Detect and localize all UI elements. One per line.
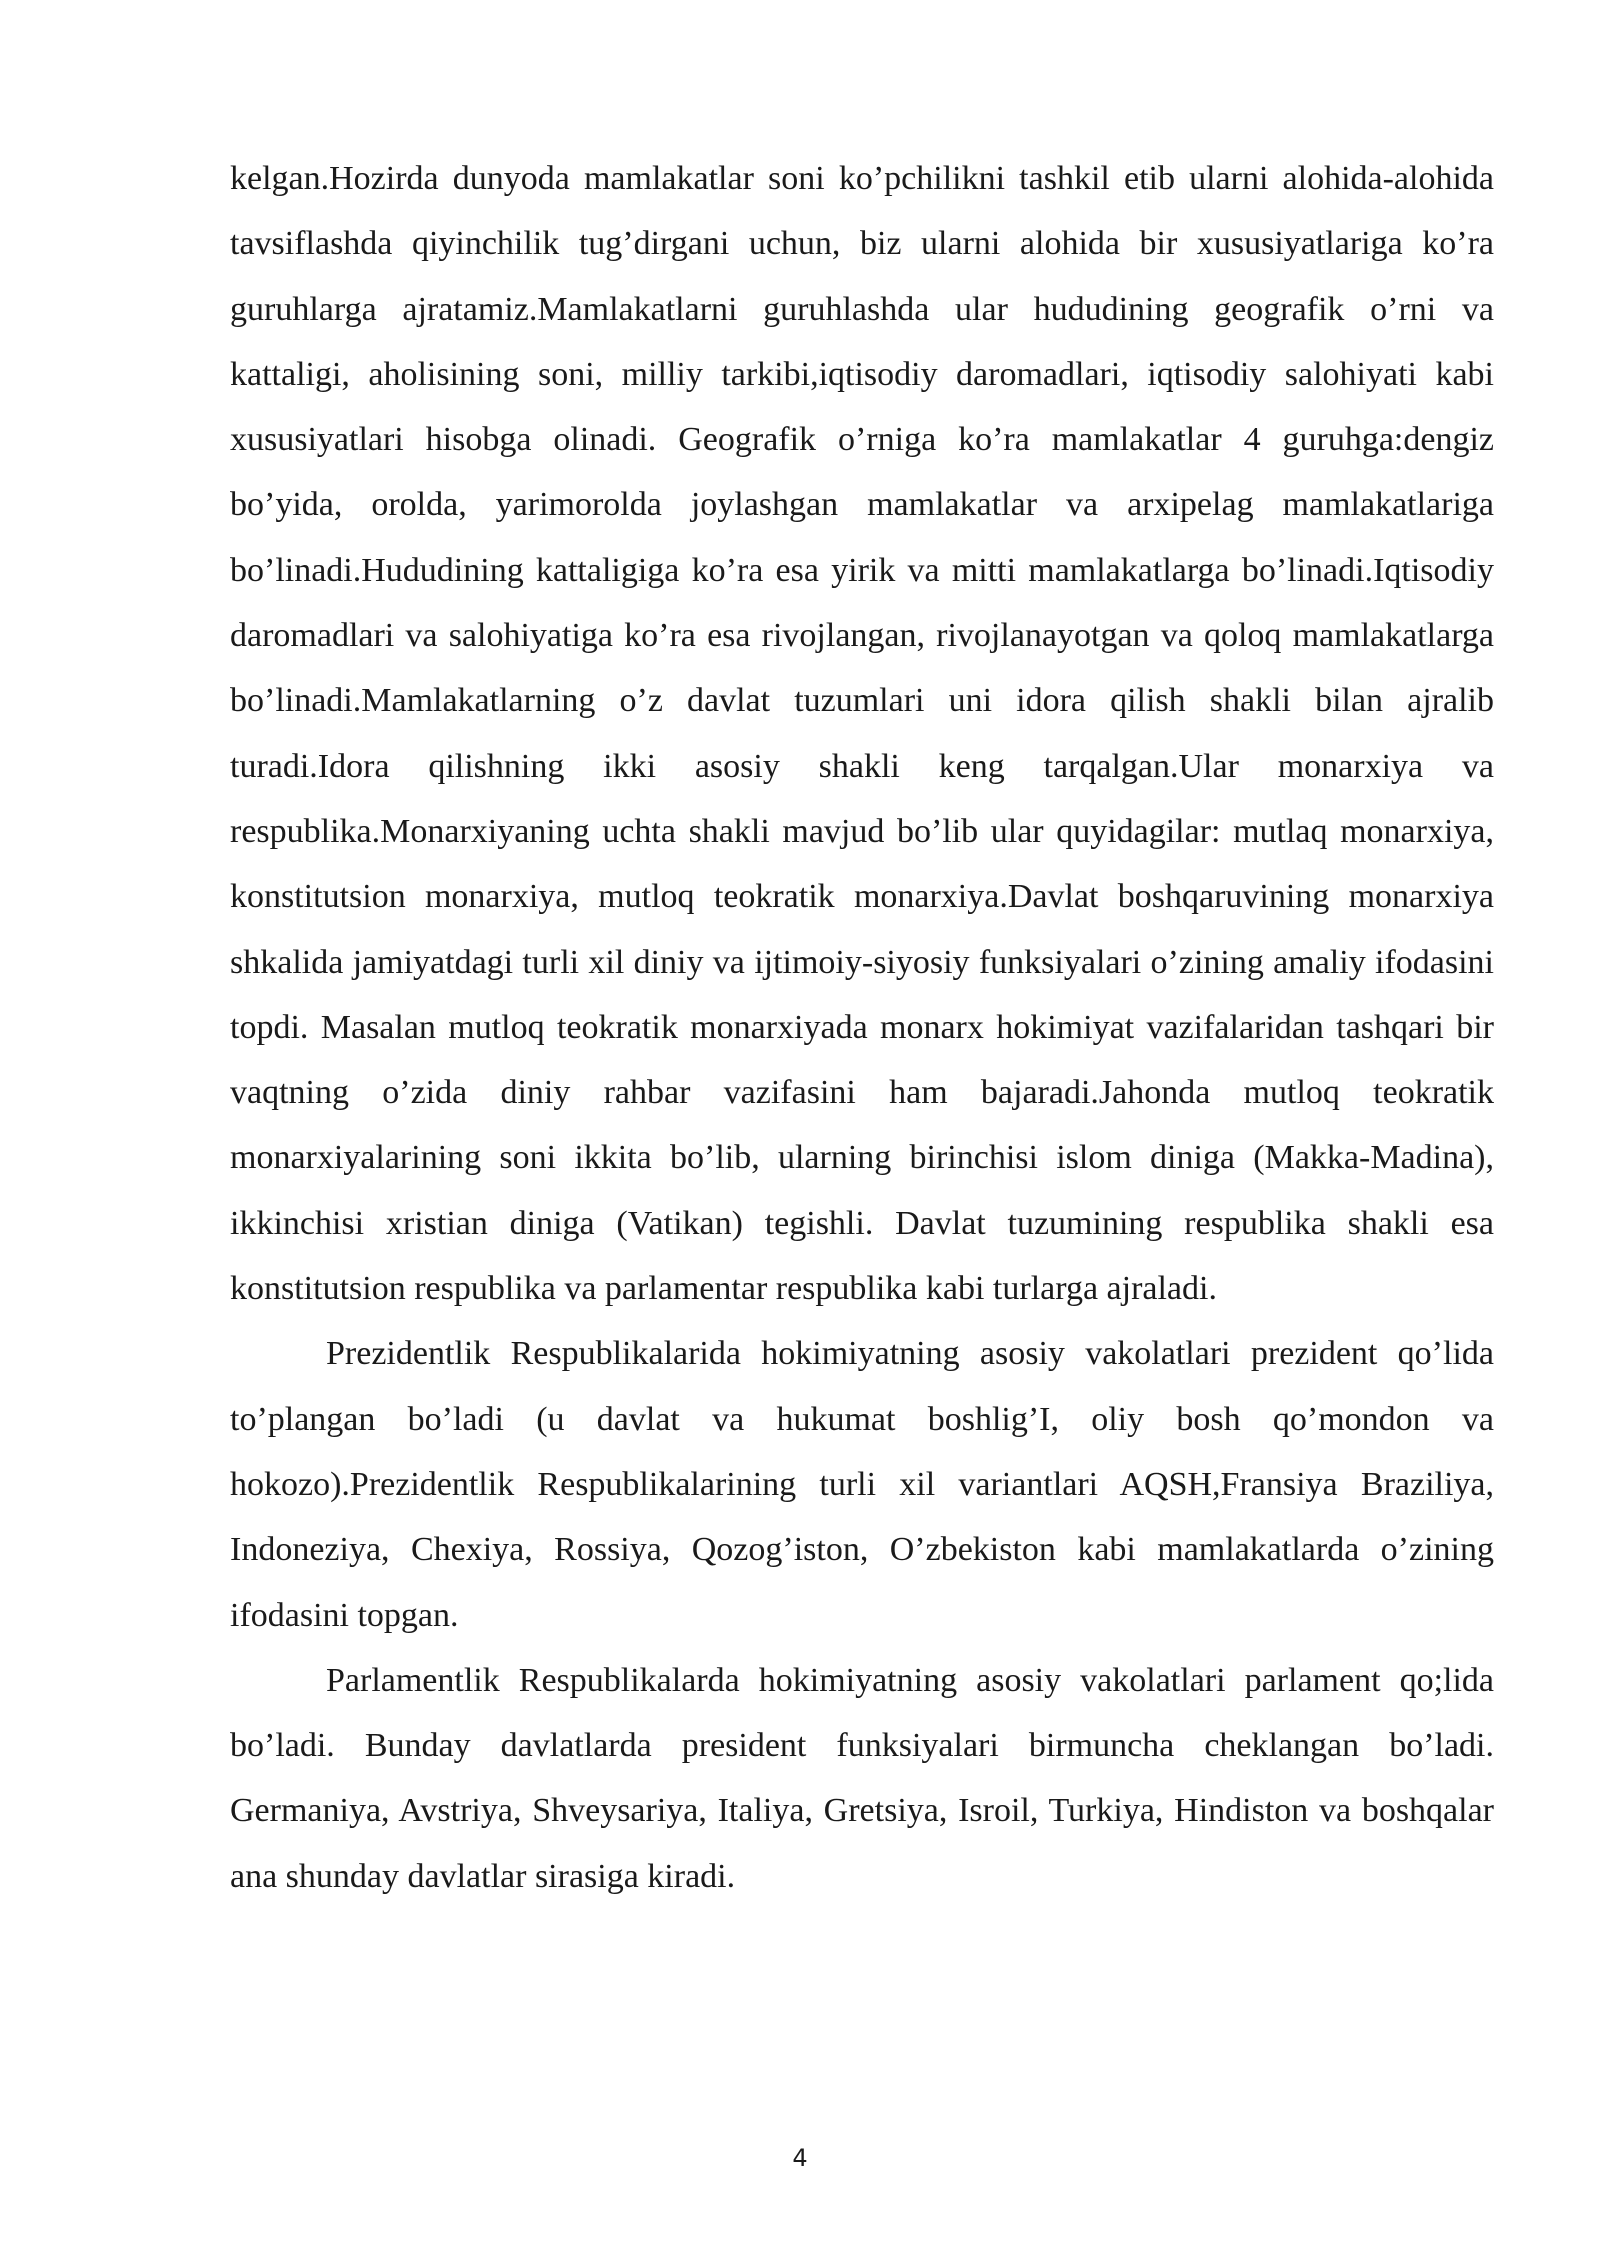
body-text	[230, 146, 1494, 1909]
paragraph-continuation: kelgan.Hozirda dunyoda mamlakatlar soni ko’pchilikni tashkil etib ularni alohida-alohida tavsiflashda qiyinchilik tug’dirgani uchun, biz ularni alohida bir xususiyatlariga ko’ra guruhlarga ajratamiz.Mamlakatlarni guruhlashda ular hududining geografik o’rni va kattaligi, aholisining soni, milliy tarkibi,iqtisodiy daromadlari, iqtisodiy salohiyati kabi xususiyatlari hisobga olinadi. Geografik o’rniga ko’ra mamlakatlar 4 guruhga:dengiz bo’yida, orolda, yarimorolda joylashgan mamlakatlar va arxipelag mamlakatlariga bo’linadi.Hududining kattaligiga ko’ra esa yirik va mitti mamlakatlarga bo’linadi.Iqtisodiy daromadlari va salohiyatiga ko’ra esa rivojlangan, rivojlanayotgan va qoloq mamlakatlarga bo’linadi.Mamlakatlarning o’z davlat tuzumlari uni idora qilish shakli bilan ajralib turadi.Idora qilishning ikki asosiy shakli keng tarqalgan.Ular monarxiya va respublika.Monarxiyaning uchta shakli mavjud bo’lib ular quyidagilar: mutlaq monarxiya, konstitutsion monarxiya, mutloq teokratik monarxiya.Davlat boshqaruvining monarxiya shkalida jamiyatdagi turli xil diniy va ijtimoiy-siyosiy funksiyalari o’zining amaliy ifodasini topdi. Masalan mutloq teokratik monarxiyada monarx hokimiyat vazifalaridan tashqari bir vaqtning o’zida diniy rahbar vazifasini ham bajaradi.Jahonda mutloq teokratik monarxiyalarining soni ikkita bo’lib, ularning birinchisi islom diniga (Makka-Madina), ikkinchisi xristian diniga (Vatikan) tegishli. Davlat tuzumining respublika shakli esa konstitutsion respublika va parlamentar respublika kabi turlarga ajraladi.	[230, 160, 1494, 1308]
page-number: 4	[792, 2144, 808, 2172]
paragraph-presidential-republics: Prezidentlik Respublikalarida hokimiyatning asosiy vakolatlari prezident qo’lida to’plangan bo’ladi (u davlat va hukumat boshlig’I, oliy bosh qo’mondon va hokozo).Prezidentlik Respublikalarining turli xil variantlari AQSH,Fransiya Braziliya, Indoneziya, Chexiya, Rossiya, Qozog’iston, O’zbekiston kabi mamlakatlarda o’zining ifodasini topgan.	[230, 1335, 1494, 1634]
paragraph-parliamentary-republics: Parlamentlik Respublikalarda hokimiyatning asosiy vakolatlari parlament qo;lida bo’ladi. Bunday davlatlarda president funksiyalari birmuncha cheklangan bo’ladi. Germaniya, Avstriya, Shveysariya, Italiya, Gretsiya, Isroil, Turkiya, Hindiston va boshqalar ana shunday davlatlar sirasiga kiradi.	[230, 1661, 1494, 1895]
